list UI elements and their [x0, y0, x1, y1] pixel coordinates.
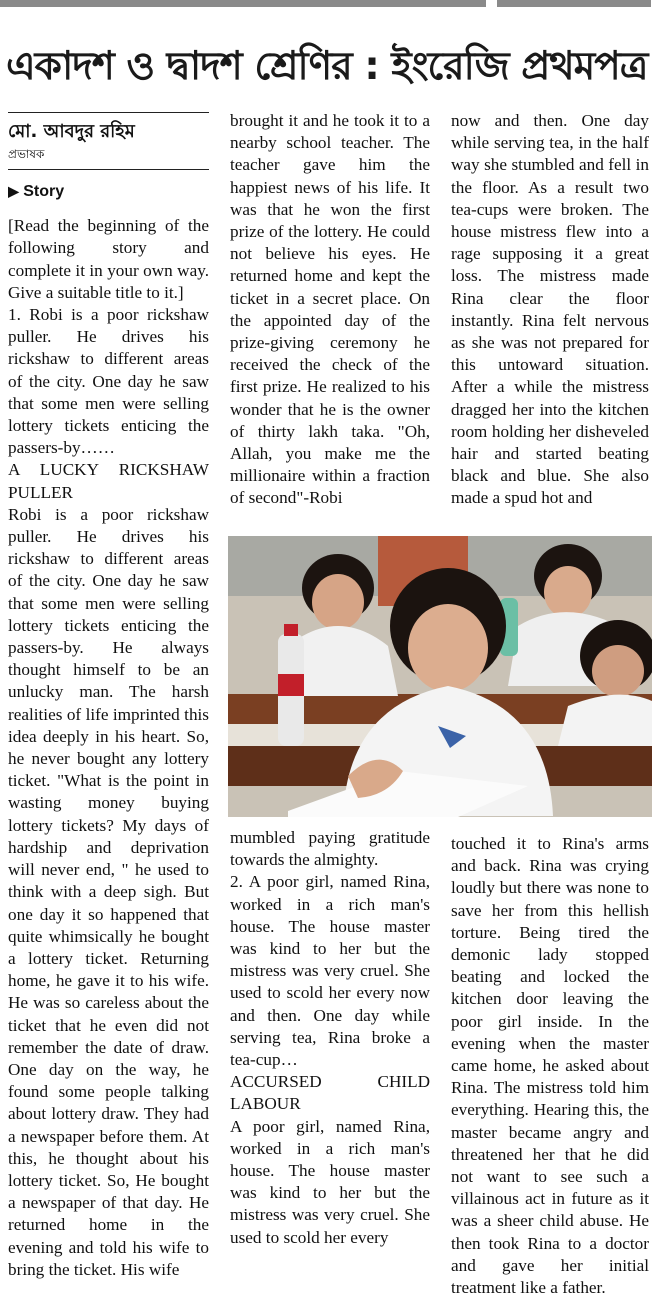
story-2-continued: now and then. One day while serving tea, in the half way she stumbled and fell in the floor. As a result two tea-cups were broken. The house mistress flew into a rage supposing it a great loss. The mistress made Rina clear the floor instantly. Rina felt nervous as she was not prepared for this untoward situation. After a while the mistress dragged her into the kitchen room holding her disheveled hair and started beating black and blue. She also made a spud hot and [451, 111, 649, 508]
triangle-icon: ▶ [8, 183, 19, 199]
author-role: প্রভাষক [8, 147, 45, 161]
story-1-ending: mumbled paying gratitude towards the almighty. [230, 828, 430, 870]
section-label-text: Story [23, 183, 65, 200]
page-title: একাদশ ও দ্বাদশ শ্রেণির : ইংরেজি প্রথমপত্র [6, 44, 648, 89]
column-2-bottom [230, 827, 430, 1267]
author-name: মো. আবদুর রহিম [8, 121, 135, 142]
exam-hall-photo [228, 536, 652, 817]
column-2-top [230, 110, 430, 520]
prompt-2: 2. A poor girl, named Rina, worked in a rich man's house. The house master was kind to her but the mistress was very cruel. She used to scold her every now and then. One day while serving tea, Rina broke a tea-cup… [230, 872, 430, 1070]
top-bar-left [0, 0, 486, 7]
column-3-bottom [451, 833, 649, 1311]
instruction-text: [Read the beginning of the following story and complete it in your own way. Give a suitable title to it.] [8, 216, 209, 302]
story-2-body: A poor girl, named Rina, worked in a rich man's house. The house master was kind to her but the mistress was very cruel. She used to scold her every [230, 1116, 430, 1247]
story-1-title-line-2: PULLER [8, 482, 73, 502]
story-1-body: Robi is a poor rickshaw puller. He drives his rickshaw to different areas of the city. One day he saw that some men were selling lottery tickets enticing the passers-by. He always thought himself to be an unlucky man. The harsh realities of life imprinted this idea deeply in his heart. So, he never bought any lottery ticket. "What is the point in wasting money buying lottery tickets? My days of hardship and deprivation will never end, " he used to think with a deep sigh. But one day it so happened that quite whimsically he bought a lottery ticket. Returning home, he gave it to his wife. He was so careless about the ticket that he even did not remember the date of draw. One day on the way, he found some people talking about lottery draw. They had a newspaper before them. At this, he thought about his lottery ticket. So, He bought a newspaper of that day. He returned home in the evening and told his wife to bring the ticket. His wife [8, 504, 209, 1279]
prompt-1: 1. Robi is a poor rickshaw puller. He drives his rickshaw to different areas of the city. One day he saw that some men were selling lottery tickets enticing the passers-by…… [8, 305, 209, 458]
story-2-title-line-1: ACCURSED CHILD [230, 1072, 430, 1092]
column-3-top [451, 110, 649, 520]
author-bottom-rule [8, 169, 209, 170]
story-2-title-line-2: LABOUR [230, 1094, 301, 1114]
story-1-title-line-1: A LUCKY RICKSHAW [8, 460, 209, 480]
section-label [8, 180, 209, 203]
story-1-continued: brought it and he took it to a nearby school teacher. The teacher gave him the happiest news of his life. It was that he won the first prize of the lottery. He could not believe his eyes. He returned home and kept the ticket in a secret place. On the appointed day of the prize-giving ceremony he received the check of the first prize. He realized to his wonder that he is the owner of thirty lakh taka. "Oh, Allah, you make me the millionaire within a fraction of second"-Robi [230, 111, 430, 508]
author-top-rule [8, 112, 209, 113]
column-1 [8, 112, 209, 1312]
story-2-ending: touched it to Rina's arms and back. Rina was crying loudly but there was none to save her from this hellish torture. Being tired the demonic lady stopped beating and locked the kitchen door leaving the poor girl inside. In the evening when the master came home, he asked about Rina. The mistress told him everything. Hearing this, the master became angry and threatened her that he did not want to see such a villainous act in future as it was a sheer child abuse. He then took Rina to a doctor and gave her initial treatment like a father. [451, 834, 649, 1298]
top-bar-right [497, 0, 651, 7]
